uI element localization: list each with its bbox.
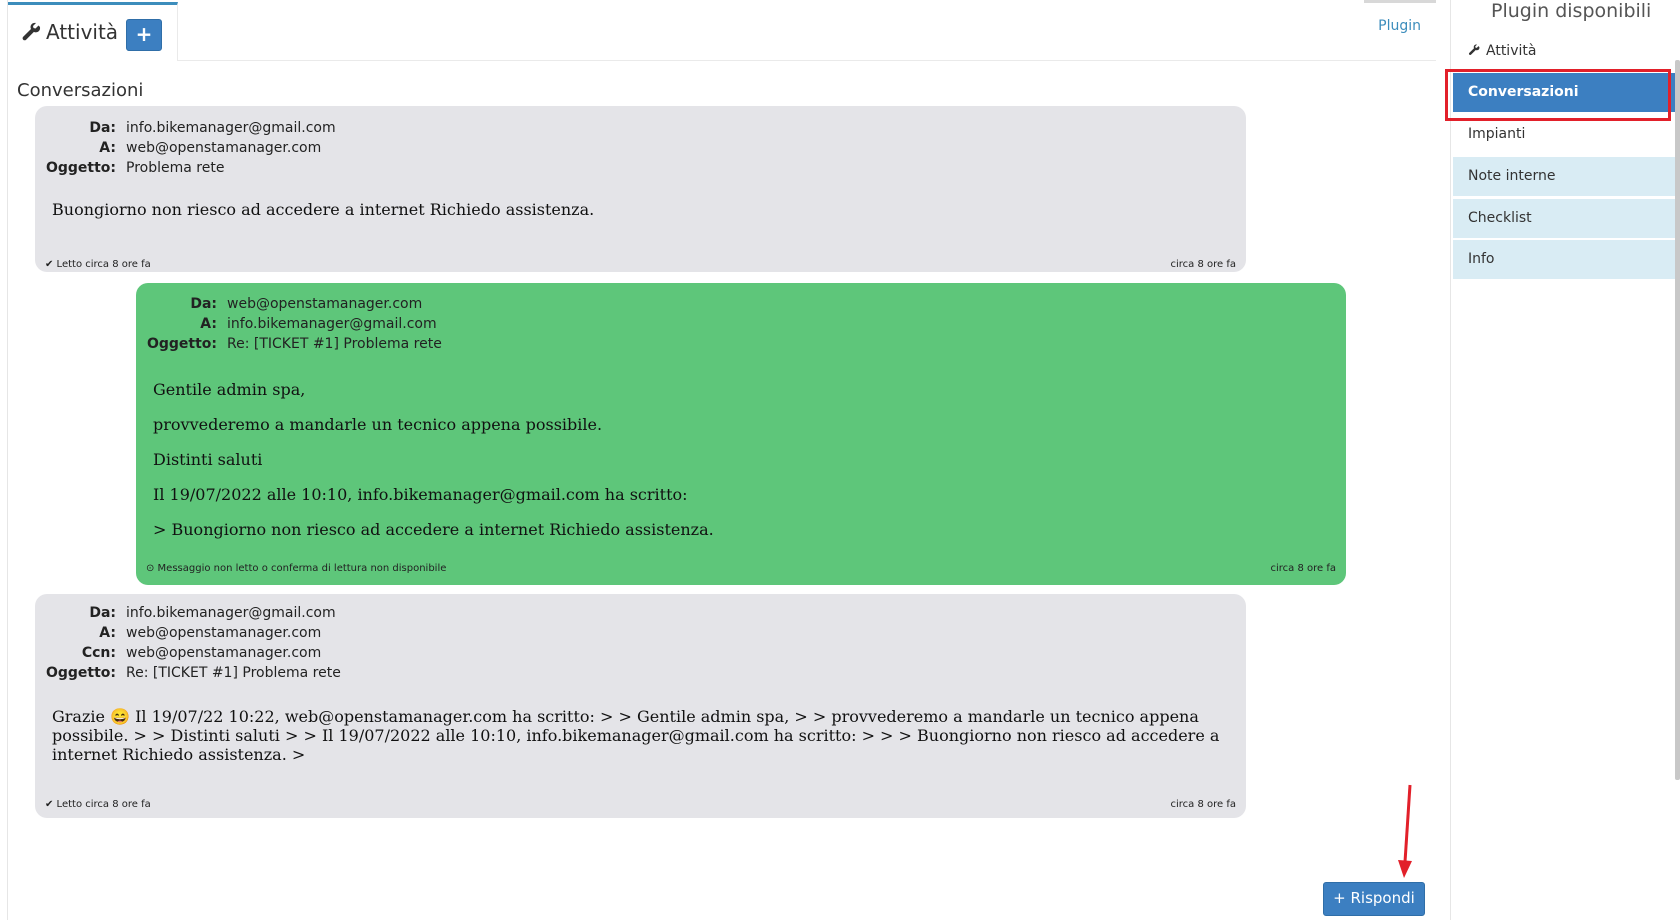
section-title: Conversazioni [17, 80, 144, 101]
header-label: A: [99, 625, 116, 641]
sidebar-item-label: Note interne [1468, 168, 1556, 184]
header-value: info.bikemanager@gmail.com [227, 316, 437, 332]
header-value: web@openstamanager.com [126, 625, 322, 641]
message-headers [136, 294, 442, 354]
sidebar-title: Plugin disponibili [1491, 0, 1652, 22]
header-value: web@openstamanager.com [126, 140, 322, 156]
body-paragraph: Buongiorno non riesco ad accedere a internet Richiedo assistenza. [52, 200, 595, 219]
body-paragraph: provvederemo a mandarle un tecnico appena possibile. [153, 415, 603, 434]
wrench-icon [21, 22, 41, 42]
header-label: Ccn: [81, 645, 116, 661]
tab-header [8, 0, 1436, 61]
plugin-sidebar [1450, 0, 1680, 920]
message-body [52, 707, 1232, 780]
sidebar-item-label: Attività [1486, 43, 1537, 59]
header-value: info.bikemanager@gmail.com [126, 120, 336, 136]
message-incoming [35, 594, 1246, 818]
sidebar-item-label: Checklist [1468, 210, 1532, 226]
read-status: ⊙ Messaggio non letto o conferma di lettura non disponibile [146, 563, 447, 574]
reply-button[interactable]: + Rispondi [1323, 882, 1425, 916]
message-outgoing [136, 283, 1346, 585]
header-value: web@openstamanager.com [126, 645, 322, 661]
sidebar-item-note-interne[interactable] [1453, 157, 1676, 196]
body-paragraph: > Buongiorno non riesco ad accedere a internet Richiedo assistenza. [153, 520, 714, 539]
header-label: Da: [190, 296, 217, 312]
header-row-bcc [35, 643, 341, 663]
tab-title: Attività [46, 20, 119, 44]
header-row-to [136, 314, 442, 334]
header-label: Da: [89, 120, 116, 136]
header-value: Problema rete [126, 160, 225, 176]
read-status: ✔ Letto circa 8 ore fa [45, 799, 151, 810]
header-row-subject [136, 334, 442, 354]
header-label: A: [200, 316, 217, 332]
sidebar-item-label: Info [1468, 251, 1495, 267]
read-status: ✔ Letto circa 8 ore fa [45, 259, 151, 270]
header-row-from [35, 603, 341, 623]
scrollbar[interactable] [1675, 60, 1680, 780]
header-value: Re: [TICKET #1] Problema rete [126, 665, 341, 681]
main-panel [7, 0, 1435, 920]
wrench-icon [1468, 44, 1480, 56]
header-label: Oggetto: [146, 336, 217, 352]
header-row-to [35, 138, 336, 158]
sidebar-item-attivita[interactable] [1453, 32, 1676, 71]
header-row-from [35, 118, 336, 138]
message-time: circa 8 ore fa [1170, 259, 1236, 270]
header-label: Oggetto: [45, 160, 116, 176]
message-body [52, 200, 594, 235]
header-row-subject [35, 663, 341, 683]
sidebar-item-label: Impianti [1468, 126, 1526, 142]
body-paragraph: Il 19/07/2022 alle 10:10, info.bikemanager@gmail.com ha scritto: [153, 485, 688, 504]
add-activity-button[interactable]: + [126, 19, 162, 51]
sidebar-item-info[interactable] [1453, 240, 1676, 279]
header-label: Da: [89, 605, 116, 621]
tab-header-line [1364, 0, 1436, 3]
message-headers [35, 118, 336, 178]
message-time: circa 8 ore fa [1170, 799, 1236, 810]
header-value: Re: [TICKET #1] Problema rete [227, 336, 442, 352]
annotation-arrow [1393, 782, 1423, 882]
message-time: circa 8 ore fa [1270, 563, 1336, 574]
annotation-highlight-box [1445, 69, 1671, 121]
body-paragraph: Distinti saluti [153, 450, 263, 469]
message-headers [35, 603, 341, 683]
header-value: web@openstamanager.com [227, 296, 423, 312]
sidebar-item-checklist[interactable] [1453, 199, 1676, 238]
sidebar-item-label: Conversazioni [1468, 84, 1579, 100]
header-row-from [136, 294, 442, 314]
tab-attivita[interactable] [8, 2, 178, 61]
header-row-subject [35, 158, 336, 178]
header-label: Oggetto: [45, 665, 116, 681]
header-value: info.bikemanager@gmail.com [126, 605, 336, 621]
header-row-to [35, 623, 341, 643]
body-paragraph: Grazie 😄 Il 19/07/22 10:22, web@openstamanager.com ha scritto: > > Gentile admin spa, > > provvederemo a mandarle un tecnico appena possibile. > > Distinti saluti > > Il 19/07/2022 alle 10:10, info.bikemanager@gmail.com ha scritto: > > > Buongiorno non riesco ad accedere a internet Richiedo assistenza. > [52, 707, 1220, 764]
body-paragraph: Gentile admin spa, [153, 380, 306, 399]
message-incoming [35, 106, 1246, 272]
message-body [153, 380, 714, 555]
plugin-link[interactable]: Plugin [1378, 18, 1421, 34]
header-label: A: [99, 140, 116, 156]
